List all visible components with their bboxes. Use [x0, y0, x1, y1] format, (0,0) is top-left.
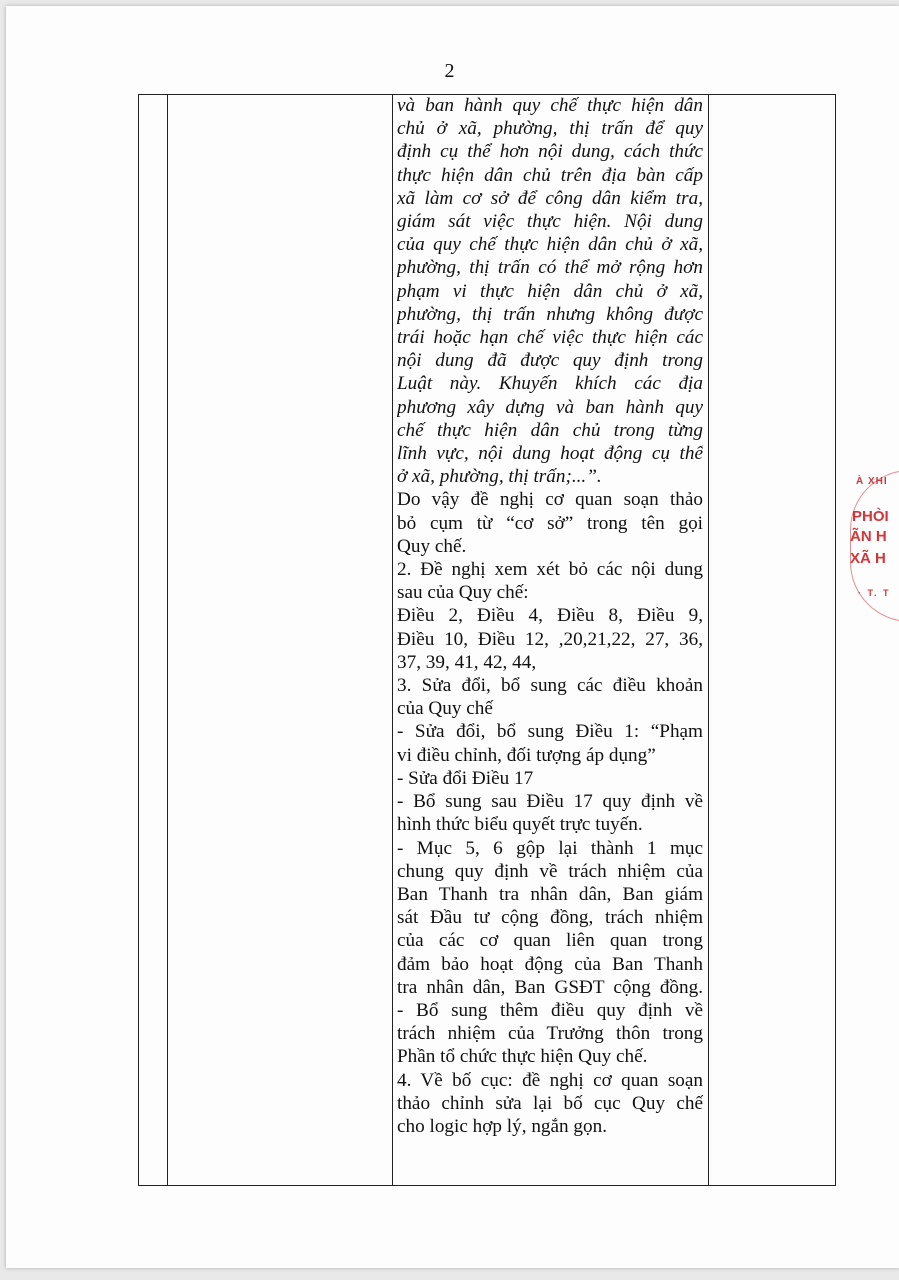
text-line: phạm vi thực hiện dân chủ ở xã,	[397, 280, 703, 302]
text-line: của các cơ quan liên quan trong	[397, 930, 703, 952]
text-line: - Sửa đổi, bổ sung Điều 1: “Phạm	[397, 721, 703, 743]
text-line: - Bổ sung sau Điều 17 quy định về	[397, 791, 703, 813]
text-line: vi điều chỉnh, đối tượng áp dụng”	[397, 744, 656, 766]
stamp-ring	[850, 470, 899, 622]
text-line: đảm bảo hoạt động của Ban Thanh	[397, 953, 703, 975]
text-line: giám sát việc thực hiện. Nội dung	[397, 211, 703, 233]
text-line: Điều 2, Điều 4, Điều 8, Điều 9,	[397, 605, 703, 627]
text-line: tra nhân dân, Ban GSĐT cộng đồng.	[397, 976, 703, 998]
text-line: xã làm cơ sở để công dân kiểm tra,	[397, 187, 703, 209]
text-line: Điều 10, Điều 12, ,20,21,22, 27, 36,	[397, 628, 703, 650]
column-divider	[392, 94, 393, 1186]
text-line: chế thực hiện dân chủ trong từng	[397, 419, 703, 441]
text-line: thảo chỉnh sửa lại bố cục Quy chế	[397, 1092, 703, 1114]
text-line: sát Đầu tư cộng đồng, trách nhiệm	[397, 907, 703, 929]
text-line: chủ ở xã, phường, thị trấn để quy	[397, 118, 703, 140]
stamp-text: XÃ H	[850, 550, 886, 567]
column-divider	[167, 94, 168, 1186]
text-line: 2. Đề nghị xem xét bỏ các nội dung	[397, 559, 703, 581]
text-line: Luật này. Khuyến khích các địa	[397, 373, 703, 395]
text-line: 3. Sửa đổi, bổ sung các điều khoản	[397, 675, 703, 697]
stamp-text: · T. T	[858, 588, 891, 598]
stamp-text: ÃN H	[850, 528, 887, 545]
page-number: 2	[444, 60, 455, 82]
text-line: hình thức biểu quyết trực tuyến.	[397, 814, 643, 836]
text-line: - Bổ sung thêm điều quy định về	[397, 999, 703, 1021]
text-line: Phần tổ chức thực hiện Quy chế.	[397, 1046, 648, 1068]
text-line: cho logic hợp lý, ngắn gọn.	[397, 1115, 607, 1137]
text-line: lĩnh vực, nội dung hoạt động cụ thể	[397, 443, 703, 465]
text-line: và ban hành quy chế thực hiện dân	[397, 95, 703, 116]
text-line: Quy chế.	[397, 535, 467, 557]
text-line: 37, 39, 41, 42, 44,	[397, 651, 537, 673]
text-line: sau của Quy chế:	[397, 582, 529, 604]
text-line: Do vậy đề nghị cơ quan soạn thảo	[397, 489, 703, 511]
text-line: nội dung đã được quy định trong	[397, 350, 703, 372]
text-line: phường, thị trấn nhưng không được	[397, 303, 703, 325]
stamp-text: À XHI	[856, 476, 888, 487]
text-line: chung quy định về trách nhiệm của	[397, 860, 703, 882]
text-line: trách nhiệm của Trưởng thôn trong	[397, 1023, 703, 1045]
stamp-text: PHÒI	[852, 508, 889, 525]
text-line: - Mục 5, 6 gộp lại thành 1 mục	[397, 837, 703, 859]
text-line: bỏ cụm từ “cơ sở” trong tên gọi	[397, 512, 703, 534]
text-line: ở xã, phường, thị trấn;...”.	[397, 466, 602, 488]
text-line: Ban Thanh tra nhân dân, Ban giám	[397, 883, 703, 905]
red-seal-stamp	[842, 470, 899, 640]
comment-cell	[397, 94, 703, 1138]
text-line: - Sửa đổi Điều 17	[397, 767, 534, 789]
text-line: phương xây dựng và ban hành quy	[397, 396, 703, 418]
column-divider	[708, 94, 709, 1186]
text-line: của quy chế thực hiện dân chủ ở xã,	[397, 234, 703, 256]
text-line: của Quy chế	[397, 698, 493, 720]
text-line: trái hoặc hạn chế việc thực hiện các	[397, 327, 703, 349]
text-line: phường, thị trấn có thể mở rộng hơn	[397, 257, 703, 279]
text-line: thực hiện dân chủ trên địa bàn cấp	[397, 164, 703, 186]
text-line: 4. Về bố cục: đề nghị cơ quan soạn	[397, 1069, 703, 1091]
text-line: định cụ thể hơn nội dung, cách thức	[397, 141, 703, 163]
